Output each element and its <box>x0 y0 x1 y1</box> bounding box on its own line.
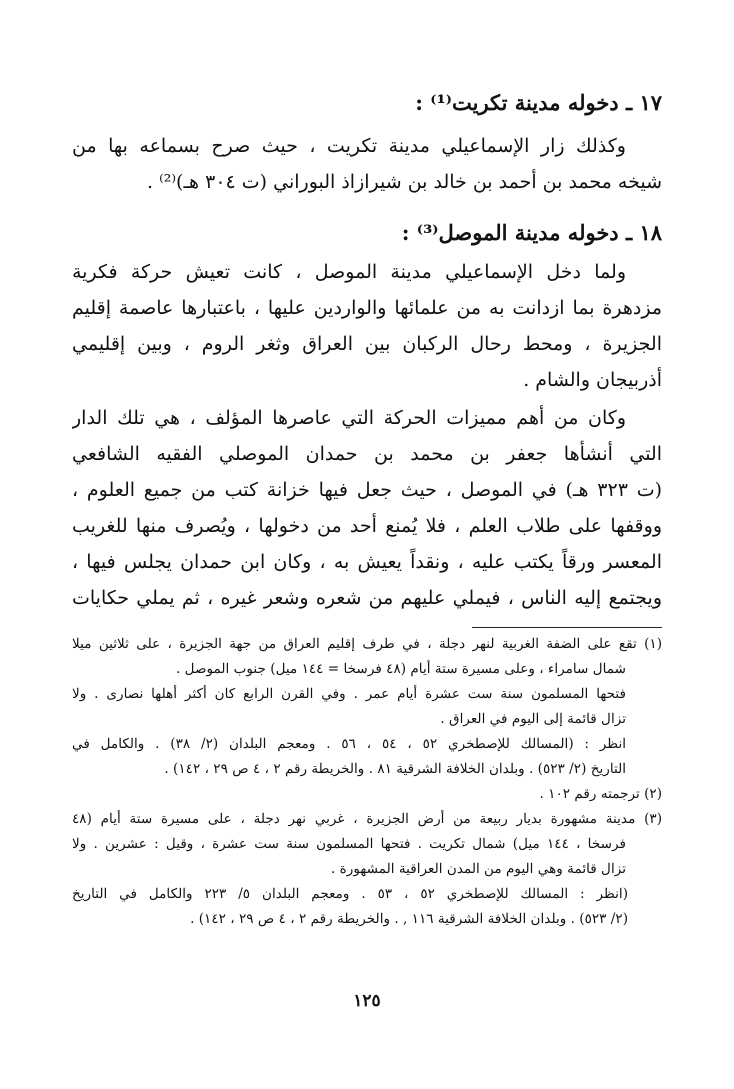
footnote-1-line: انظر : (المسالك للإصطخري ٥٢ ، ٥٤ ، ٥٦ . ومعجم البلدان (٢/ ٣٨) . والكامل في <box>72 736 627 752</box>
section-17 <box>72 86 662 120</box>
footnote-1-line: فتحها المسلمون سنة ست عشرة أيام عمر . وفي القرن الرابع كان أكثر أهلها نصارى . ولا <box>72 686 626 702</box>
body-line: أذربيجان والشام . <box>523 369 662 391</box>
footnote-1-line: تزال قائمة إلى اليوم في العراق . <box>440 711 626 727</box>
body-line: المعسر ورقاً يكتب عليه ، ونقداً يعيش به ، وكان ابن حمدان يجلس فيها ، <box>72 551 662 573</box>
body-line: مزدهرة بما ازدانت به من علمائها والواردين عليها ، باعتبارها عاصمة إقليم <box>72 297 662 319</box>
footnote-1-line: (١) تقع على الضفة الغربية لنهر دجلة ، في طرف إقليم العراق من جهة الجزيرة ، على ثلاثين ميلا <box>72 636 662 652</box>
footnote-3-line: فرسخا ، ١٤٤ ميل) شمال تكريت . فتحها المسلمون سنة ست عشرة ، وقيل : عشرين . ولا <box>72 836 626 852</box>
body-line: ولما دخل الإسماعيلي مدينة الموصل ، كانت تعيش حركة فكرية <box>72 261 626 283</box>
footnote-3-line: (٢/ ٥٢٣) . وبلدان الخلافة الشرقية ١١٦ , . والخريطة رقم ٢ ، ٤ ص ٢٩ ، ١٤٢) . <box>190 911 628 927</box>
section-17-body <box>72 128 662 200</box>
section-18-paragraph-2 <box>72 400 662 616</box>
section-18 <box>72 216 662 250</box>
body-line: وكذلك زار الإسماعيلي مدينة تكريت ، حيث صرح بسماعه بها من <box>72 135 626 157</box>
page-number: ١٢٥ <box>353 991 381 1011</box>
body-line: (ت ٣٢٣ هـ) في الموصل ، حيث جعل فيها خزانة كتب من جميع العلوم ، <box>72 479 662 501</box>
footnote-1-line: التاريخ (٢/ ٥٢٣) . وبلدان الخلافة الشرقية ٨١ . والخريطة رقم ٢ ، ٤ ص ٢٩ ، ١٤٢) . <box>164 761 626 777</box>
body-line: وكان من أهم مميزات الحركة التي عاصرها المؤلف ، هي تلك الدار <box>72 407 626 429</box>
footnote-2: (٢) ترجمته رقم ١٠٢ . <box>539 786 662 802</box>
footnotes <box>72 632 662 932</box>
footnote-3-line: (انظر : المسالك للإصطخري ٥٢ ، ٥٣ . ومعجم البلدان ٥/ ٢٢٣ والكامل في التاريخ <box>72 886 629 902</box>
section-18-paragraph-1 <box>72 254 662 398</box>
section-18-heading: ١٨ ـ دخوله مدينة الموصل⁽³⁾ : <box>401 220 662 245</box>
body-line: ووقفها على طلاب العلم ، فلا يُمنع أحد من دخولها ، ويُصرف منها للغريب <box>72 515 662 537</box>
section-17-heading: ١٧ ـ دخوله مدينة تكريت⁽¹⁾ : <box>415 90 662 115</box>
body-line: ويجتمع إليه الناس ، فيملي عليهم من شعره وشعر غيره ، ثم يملي حكايات <box>72 587 662 609</box>
body-line: الجزيرة ، ومحط رحال الركبان بين العراق وثغر الروم ، وبين إقليمي <box>72 333 662 355</box>
footnote-3-line: تزال قائمة وهي اليوم من المدن العراقية المشهورة . <box>331 861 626 877</box>
body-line: التي أنشأها جعفر بن محمد بن حمدان الموصلي الفقيه الشافعي <box>72 443 662 465</box>
footnote-separator <box>472 627 662 628</box>
footnote-3-line: (٣) مدينة مشهورة بديار ربيعة من أرض الجزيرة ، غربي نهر دجلة ، على مسيرة ستة أيام (٤٨ <box>72 811 662 827</box>
footnote-1-line: شمال سامراء ، وعلى مسيرة ستة أيام (٤٨ فرسخا = ١٤٤ ميل) جنوب الموصل . <box>176 661 626 677</box>
body-line: شيخه محمد بن أحمد بن خالد بن شيرازاذ البوراني (ت ٣٠٤ هـ)⁽²⁾ . <box>147 171 662 193</box>
